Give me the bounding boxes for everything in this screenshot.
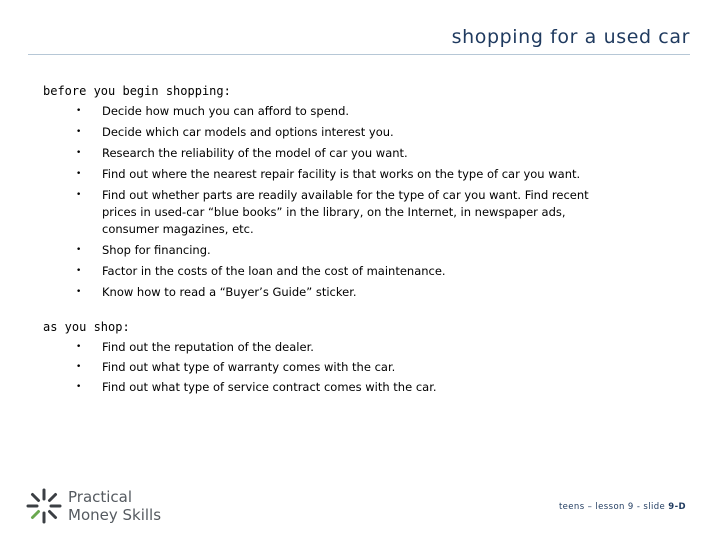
list-item: • Find out whether parts are readily available for the type of car you want. Find recent prices in used-car “blue books” in the library, on the Internet, in newspaper ads, consumer magazines, etc. — [76, 188, 589, 236]
section-heading-before: before you begin shopping: — [43, 84, 231, 98]
list-item: • Find out what type of warranty comes with the car. — [76, 360, 396, 374]
list-item: • Decide how much you can afford to spend. — [76, 104, 350, 118]
section-heading-as-you-shop: as you shop: — [43, 320, 130, 334]
starburst-logo-icon — [26, 488, 62, 524]
list-item: • Decide which car models and options interest you. — [76, 125, 394, 139]
bullet-icon: • — [76, 169, 82, 179]
bullet-icon: • — [76, 127, 82, 137]
bullet-icon: • — [76, 190, 82, 200]
list-item: • Find out where the nearest repair facility is that works on the type of car you want. — [76, 167, 581, 181]
bullet-icon: • — [76, 148, 82, 158]
slide-title: shopping for a used car — [451, 26, 690, 48]
title-divider — [28, 54, 690, 55]
list-item: • Research the reliability of the model of car you want. — [76, 146, 408, 160]
bullet-icon: • — [76, 342, 82, 352]
bullet-list-before — [0, 103, 720, 301]
logo-text-line1: Practical — [68, 488, 133, 506]
slide-footer: teens – lesson 9 - slide 9-D — [558, 502, 686, 512]
logo-text-line2: Money Skills — [68, 506, 162, 524]
list-item: • Shop for financing. — [76, 243, 211, 257]
list-item: • Find out what type of service contract comes with the car. — [76, 380, 437, 394]
list-item: • Factor in the costs of the loan and the cost of maintenance. — [76, 264, 446, 278]
bullet-icon: • — [76, 266, 82, 276]
slide-number: 9-D — [668, 502, 686, 512]
list-item: • Find out the reputation of the dealer. — [76, 340, 314, 354]
bullet-list-as-you-shop — [0, 339, 720, 396]
list-item: • Know how to read a “Buyer’s Guide” sticker. — [76, 285, 357, 299]
practical-money-skills-logo — [26, 488, 161, 524]
bullet-icon: • — [76, 382, 82, 392]
bullet-icon: • — [76, 287, 82, 297]
bullet-icon: • — [76, 245, 82, 255]
bullet-icon: • — [76, 362, 82, 372]
bullet-icon: • — [76, 106, 82, 116]
